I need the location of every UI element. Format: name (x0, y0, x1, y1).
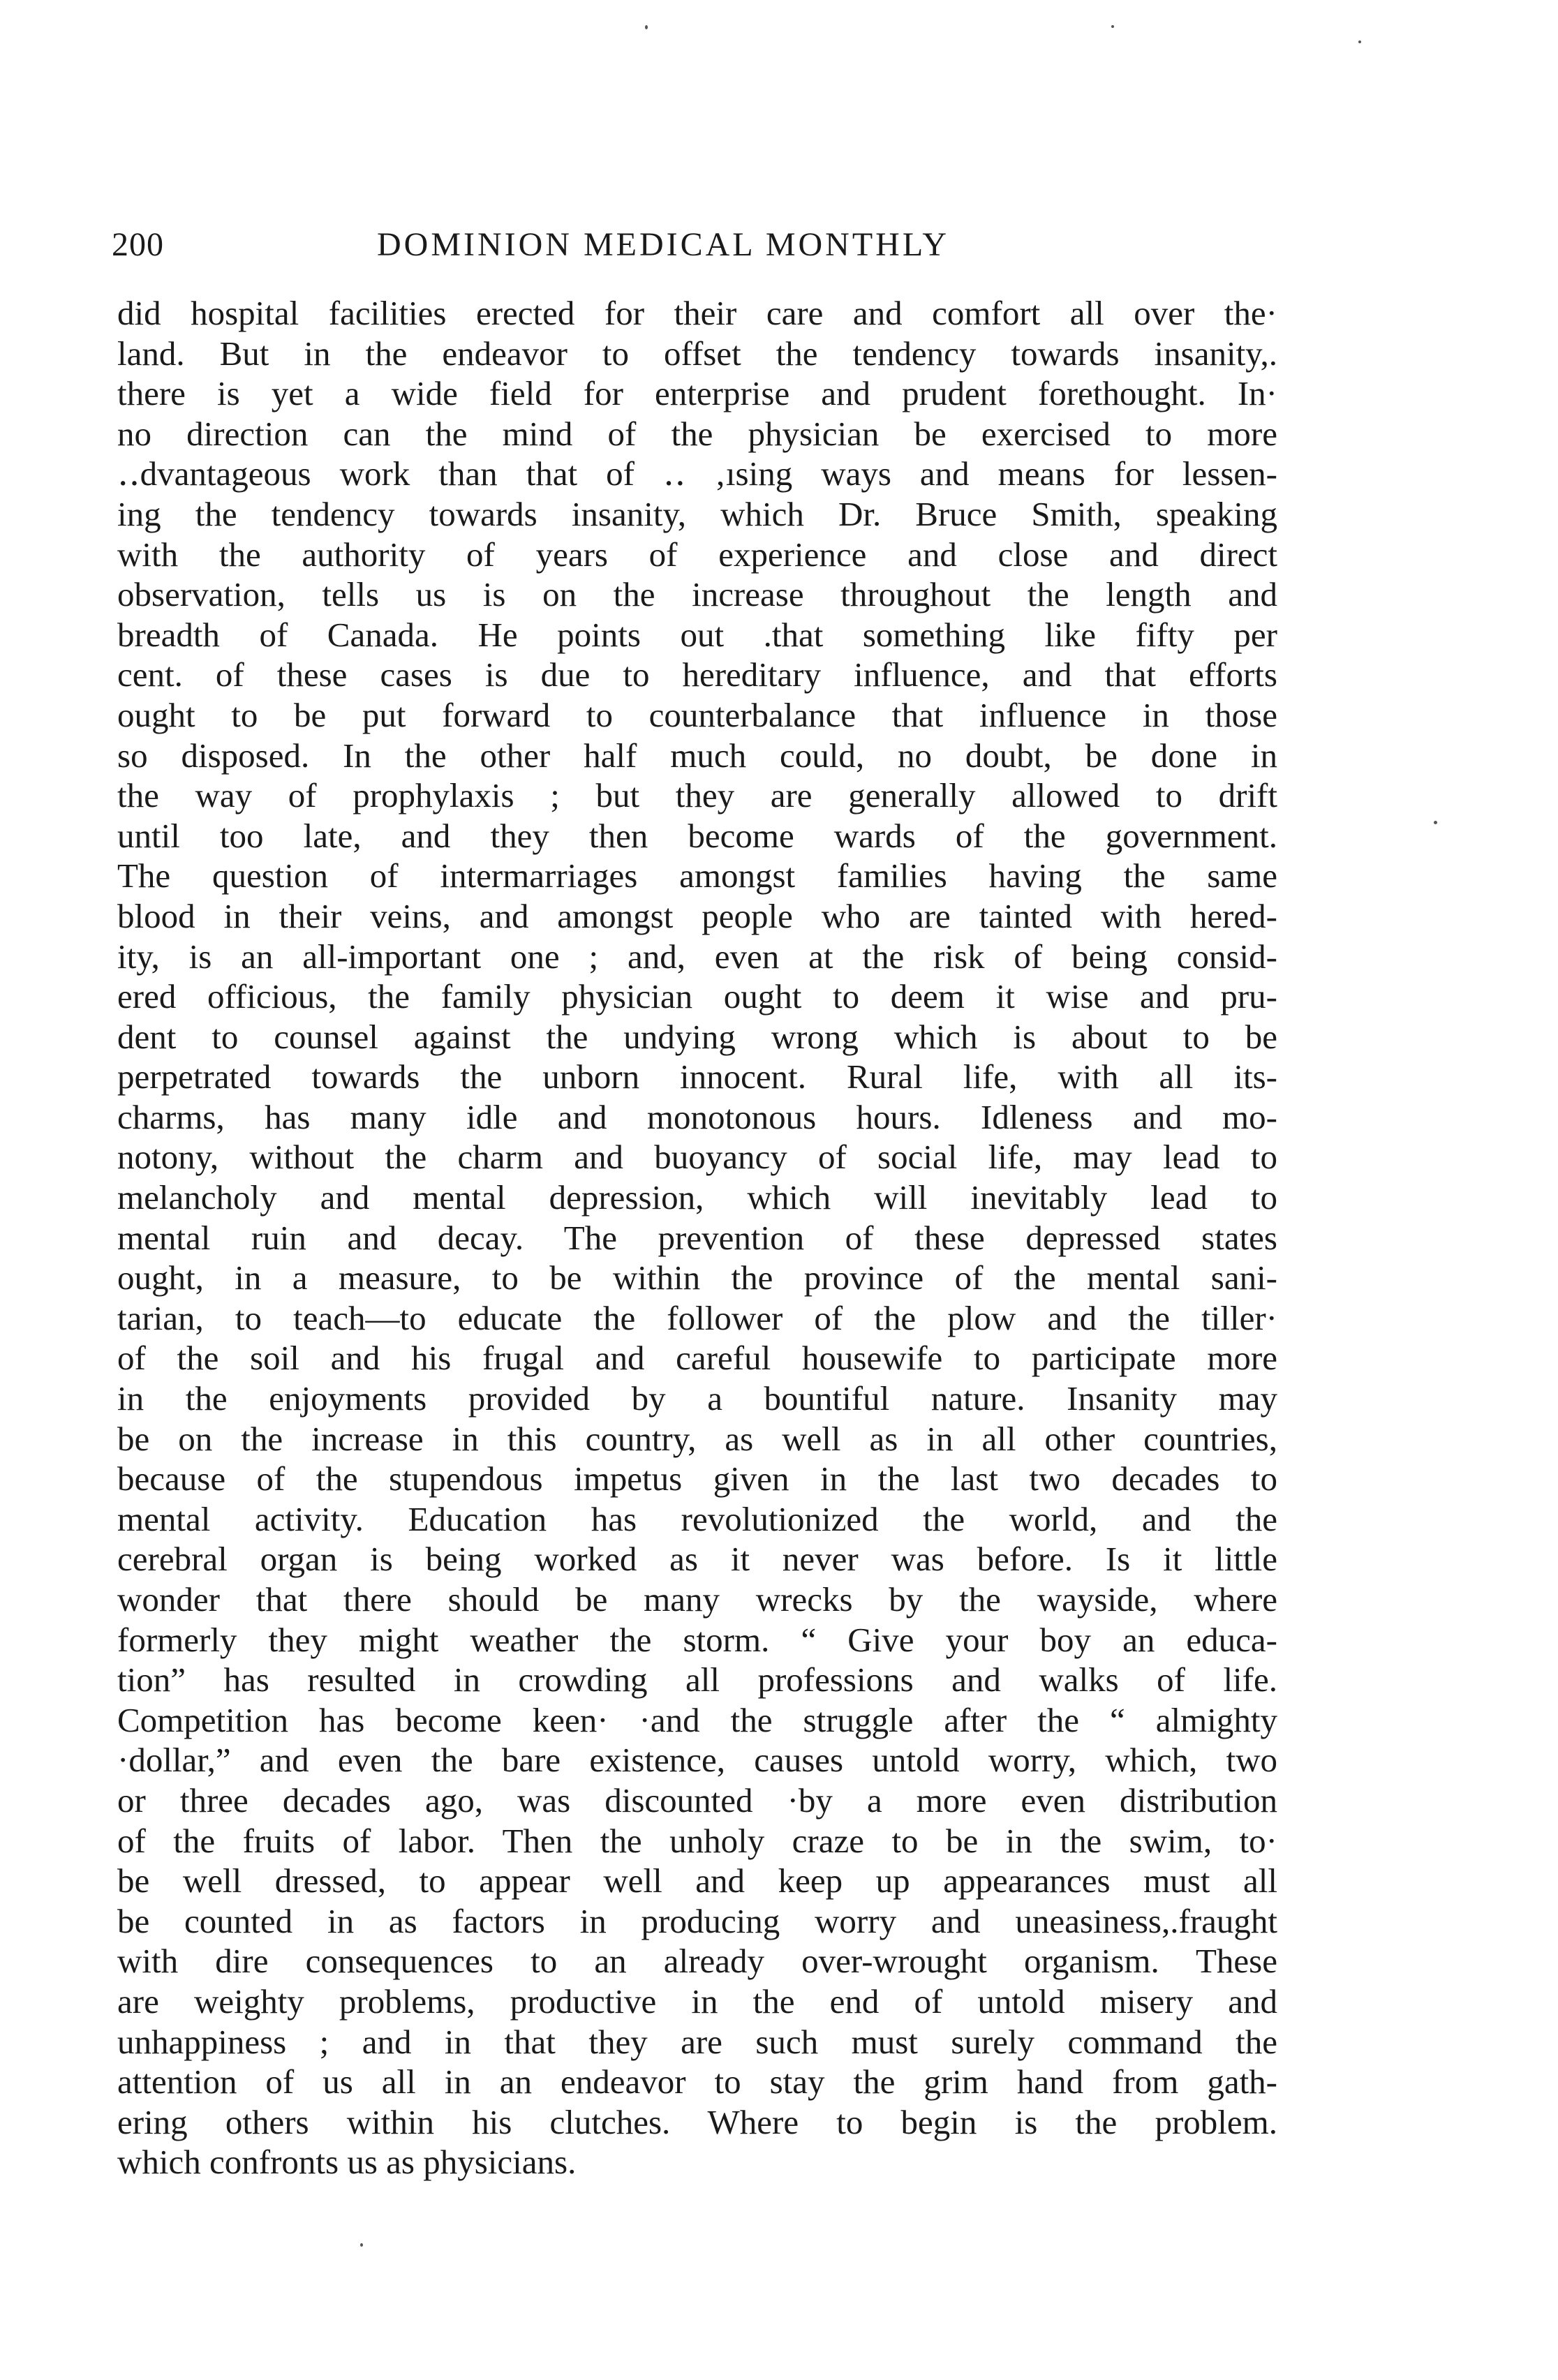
text-line: of the fruits of labor. Then the unholy craze to be in the swim, to· (117, 1821, 1277, 1860)
text-line: tarian, to teach—to educate the follower of the plow and the tiller· (117, 1298, 1277, 1337)
text-line: ity, is an all-important one ; and, even at the risk of being consid- (117, 937, 1277, 976)
scan-speck (1434, 821, 1437, 824)
text-line: land. But in the endeavor to offset the tendency towards insanity,. (117, 334, 1277, 373)
text-line: unhappiness ; and in that they are such must surely command the (117, 2022, 1277, 2061)
text-line: charms, has many idle and monotonous hours. Idleness and mo- (117, 1097, 1277, 1136)
body-text (117, 293, 1277, 2182)
text-line: cerebral organ is being worked as it never was before. Is it little (117, 1540, 1277, 1579)
text-line: tion” has resulted in crowding all professions and walks of life. (117, 1660, 1277, 1700)
scan-speck (1358, 40, 1361, 43)
text-line: notony, without the charm and buoyancy of social life, may lead to (117, 1138, 1277, 1177)
text-line: did hospital facilities erected for their care and comfort all over the· (117, 294, 1277, 332)
text-line: cent. of these cases is due to hereditary influence, and that efforts (117, 655, 1277, 694)
text-line: because of the stupendous impetus given in the last two decades to (117, 1459, 1277, 1498)
text-line: Competition has become keen· ·and the struggle after the “ almighty (117, 1700, 1277, 1739)
text-line: ering others within his clutches. Where to begin is the problem. (117, 2102, 1277, 2141)
text-line: with dire consequences to an already over-wrought organism. These (117, 1942, 1277, 1981)
text-line: ought, in a measure, to be within the province of the mental sani- (117, 1258, 1277, 1297)
text-line: there is yet a wide field for enterprise and prudent forethought. In· (117, 374, 1277, 413)
text-line: observation, tells us is on the increase throughout the length and (117, 575, 1277, 614)
text-line: no direction can the mind of the physician be exercised to more (117, 414, 1277, 453)
text-line: be well dressed, to appear well and keep up appearances must all (117, 1861, 1277, 1901)
text-line: perpetrated towards the unborn innocent. Rural life, with all its- (117, 1057, 1277, 1096)
text-line: ered officious, the family physician ought to deem it wise and pru- (117, 977, 1277, 1016)
text-line: are weighty problems, productive in the end of untold misery and (117, 1981, 1277, 2021)
text-line: until too late, and they then become wards of the government. (117, 816, 1277, 855)
text-line: in the enjoyments provided by a bountiful nature. Insanity may (117, 1379, 1277, 1418)
scan-speck (645, 25, 648, 29)
text-line: or three decades ago, was discounted ·by a more even distribution (117, 1780, 1277, 1820)
text-line: be counted in as factors in producing worry and uneasiness,.fraught (117, 1901, 1277, 1940)
text-line: the way of prophylaxis ; but they are generally allowed to drift (117, 776, 1277, 815)
running-head: DOMINION MEDICAL MONTHLY (377, 226, 950, 263)
text-line: ‥dvantageous work than that of ‥ ‚ısing ways and means for lessen- (117, 454, 1277, 493)
text-line: breadth of Canada. He points out .that something like fifty per (117, 615, 1277, 654)
text-line: which confronts us as physicians. (117, 2143, 577, 2182)
text-line: dent to counsel against the undying wrong which is about to be (117, 1017, 1277, 1056)
scan-speck (360, 2243, 363, 2247)
text-line: formerly they might weather the storm. “ Give your boy an educa- (117, 1620, 1277, 1659)
page-header (112, 221, 1298, 269)
text-line: of the soil and his frugal and careful housewife to participate more (117, 1339, 1277, 1378)
text-line: mental activity. Education has revolutionized the world, and the (117, 1499, 1277, 1538)
text-line: blood in their veins, and amongst people who are tainted with hered- (117, 896, 1277, 935)
text-line: attention of us all in an endeavor to stay the grim hand from gath- (117, 2062, 1277, 2102)
text-line: wonder that there should be many wrecks by the wayside, where (117, 1580, 1277, 1619)
text-line: ing the tendency towards insanity, which Dr. Bruce Smith, speaking (117, 494, 1277, 533)
text-line: so disposed. In the other half much could, no doubt, be done in (117, 736, 1277, 775)
page-number: 200 (112, 226, 164, 263)
text-line: with the authority of years of experience and close and direct (117, 535, 1277, 574)
text-line: be on the increase in this country, as well as in all other countries, (117, 1419, 1277, 1458)
text-line: ·dollar,” and even the bare existence, causes untold worry, which, two (117, 1741, 1277, 1780)
text-line: ought to be put forward to counterbalance that influence in those (117, 695, 1277, 734)
text-line: melancholy and mental depression, which will inevitably lead to (117, 1178, 1277, 1217)
text-line: The question of intermarriages amongst families having the same (117, 856, 1277, 895)
text-line: mental ruin and decay. The prevention of these depressed states (117, 1218, 1277, 1257)
scan-speck (1111, 25, 1114, 28)
